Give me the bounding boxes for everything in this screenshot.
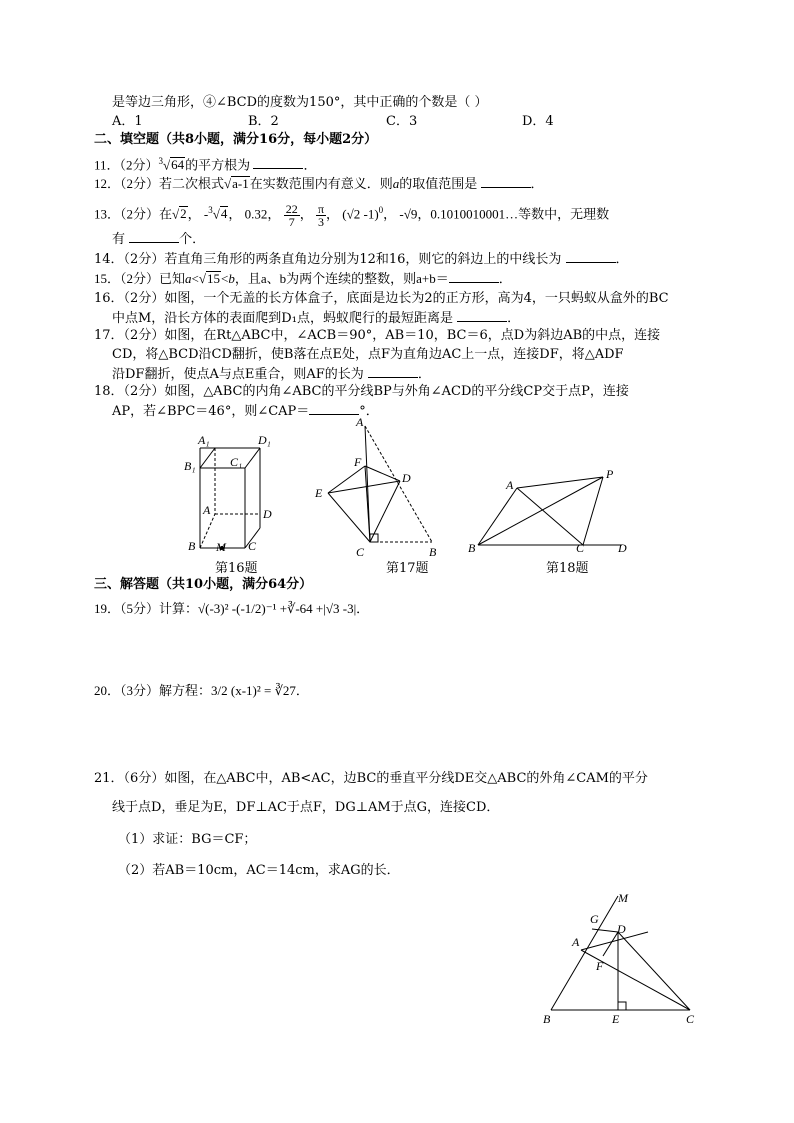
q10-tail: 是等边三角形，④∠BCD的度数为150°，其中正确的个数是（ ） <box>112 95 488 110</box>
question-21-part1: （1）求证：BG＝CF； <box>118 832 257 847</box>
fig18-label-c: C <box>576 541 585 555</box>
question-20: 20．（3分）解方程：3/2 (x-1)² = ∛27． <box>94 683 309 698</box>
question-13: 13．（2分）在√2， -$^3$√4， 0.32， $\frac{22}{7}$ ， $\frac{\pi}{3}$ ， (√2 -1)$^0$， -√9，0.1010010001…等数中，无理数 <box>94 201 610 229</box>
question-13-cont: 有 个． <box>112 232 206 247</box>
question-12: 12．（2分）若二次根式√a-1在实数范围内有意义．则a的取值范围是 ． <box>94 176 544 191</box>
fig17-label-a: A <box>356 418 364 429</box>
caption-fig18: 第18题 <box>546 561 589 576</box>
caption-fig17: 第17题 <box>386 561 429 576</box>
section-2-title: 二、填空题（共8小题，满分16分，每小题2分） <box>94 132 378 147</box>
figures-16-17-18 <box>170 418 640 560</box>
question-18: 18．（2分）如图，△ABC的内角∠ABC的平分线BP与外角∠ACD的平分线CP交于点P，连接 <box>94 384 629 399</box>
fig16-label-a1: A₁ <box>198 433 210 447</box>
fig16-label-b: B <box>188 539 196 553</box>
fig18-label-d: D <box>618 541 627 555</box>
section-3-title: 三、解答题（共10小题，满分64分） <box>94 577 313 592</box>
fig18-label-p: P <box>606 467 614 481</box>
question-17-cont1: CD，将△BCD沿CD翻折，使B落在点E处，点F为直角边AC上一点，连接DF，将△ADF <box>112 347 624 362</box>
fig21-label-b: B <box>543 1012 551 1026</box>
fig18-label-a: A <box>506 478 514 492</box>
q10-option-d: D．4 <box>522 114 554 129</box>
question-18-cont: AP，若∠BPC＝46°，则∠CAP＝ °． <box>112 404 379 419</box>
figure-17 <box>328 426 432 542</box>
fig17-label-e: E <box>315 486 323 500</box>
question-21-part2: （2）若AB＝10cm，AC＝14cm，求AG的长． <box>118 863 400 878</box>
q10-option-a: A．1 <box>112 114 143 129</box>
fig21-label-m: M <box>618 891 628 905</box>
fig17-label-d: D <box>402 471 411 485</box>
fig16-label-d: D <box>263 507 272 521</box>
fig21-label-d: D <box>617 922 626 936</box>
q10-option-c: C．3 <box>386 114 418 129</box>
question-21: 21．（6分）如图，在△ABC中，AB<AC，边BC的垂直平分线DE交△ABC的外角∠CAM的平分 <box>94 771 648 786</box>
fig21-label-a: A <box>572 935 580 949</box>
question-11: 11．（2分）$^3$√64的平方根为 ． <box>94 156 317 173</box>
fig16-label-c1: C₁ <box>230 455 243 469</box>
question-16: 16．（2分）如图，一个无盖的长方体盒子，底面是边长为2的正方形，高为4，一只蚂蚁从盒外的BC <box>94 291 669 306</box>
question-19: 19．（5分）计算：√(-3)² -(-1/2)⁻¹ +∛-64 +|√3 -3|． <box>94 601 370 616</box>
question-21-cont: 线于点D，垂足为E，DF⊥AC于点F，DG⊥AM于点G，连接CD． <box>112 800 500 815</box>
question-17: 17．（2分）如图，在Rt△ABC中，∠ACB＝90°，AB＝10，BC＝6，点D为斜边AB的中点，连接 <box>94 328 661 343</box>
fig21-label-f: F <box>596 959 604 973</box>
fig17-label-f: F <box>354 455 362 469</box>
fig21-label-e: E <box>612 1012 620 1026</box>
question-15: 15．（2分）已知a<√15<b，且a、b为两个连续的整数，则a+b＝ ． <box>94 271 512 286</box>
fig16-label-b1: B₁ <box>184 459 196 473</box>
fig17-label-b: B <box>429 545 437 559</box>
figure-18 <box>478 477 622 545</box>
fig17-label-c: C <box>356 545 365 559</box>
fig16-label-m: M <box>216 540 226 554</box>
question-17-cont2: 沿DF翻折，使点A与点E重合，则AF的长为 ． <box>112 367 431 382</box>
q10-option-b: B．2 <box>248 114 279 129</box>
question-16-cont: 中点M，沿长方体的表面爬到D₁点，蚂蚁爬行的最短距离是 ． <box>112 311 521 326</box>
fig16-label-a: A <box>203 503 211 517</box>
caption-fig16: 第16题 <box>215 561 258 576</box>
fig16-label-c: C <box>248 539 257 553</box>
question-14: 14．（2分）若直角三角形的两条直角边分别为12和16，则它的斜边上的中线长为 ． <box>94 252 629 267</box>
figure-21 <box>536 886 716 1032</box>
fig16-label-d1: D₁ <box>258 433 271 447</box>
fig21-label-c: C <box>686 1012 695 1026</box>
fig18-label-b: B <box>468 541 476 555</box>
fig21-label-g: G <box>590 912 599 926</box>
